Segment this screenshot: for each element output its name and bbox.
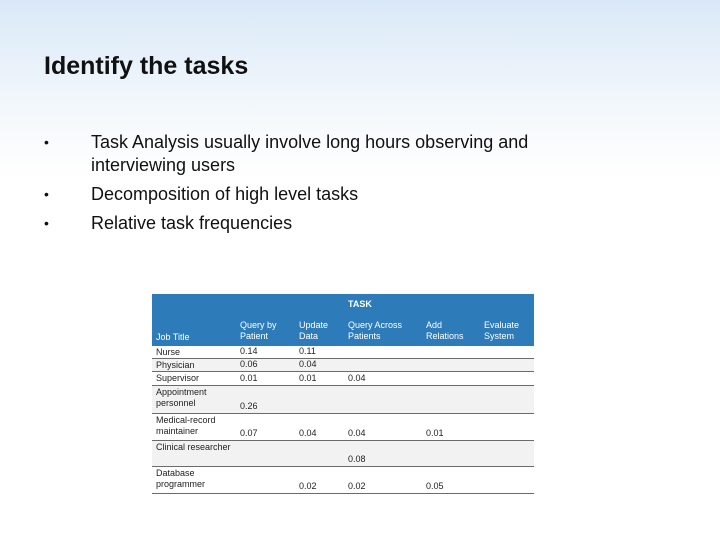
- frequency-cell: 0.01: [299, 373, 317, 383]
- column-header: Query by Patient: [240, 320, 277, 341]
- table-row: [152, 386, 534, 414]
- job-title-cell: Database programmer: [156, 468, 206, 489]
- frequency-cell: 0.06: [240, 359, 258, 369]
- bullet-dot: •: [44, 134, 49, 150]
- frequency-cell: 0.07: [240, 428, 258, 438]
- frequency-cell: 0.04: [348, 373, 366, 383]
- slide-title: Identify the tasks: [44, 52, 249, 80]
- column-header: Query Across Patients: [348, 320, 403, 341]
- column-header: Add Relations: [426, 320, 464, 341]
- bullet-text: Task Analysis usually involve long hours observing and interviewing users: [91, 132, 529, 175]
- frequency-cell: 0.05: [426, 481, 444, 491]
- table-row: [152, 346, 534, 359]
- frequency-cell: 0.08: [348, 454, 366, 464]
- column-header: Job Title: [156, 332, 190, 342]
- job-title-cell: Clinical researcher: [156, 442, 231, 452]
- bullet-item: [44, 183, 604, 206]
- frequency-cell: 0.04: [299, 359, 317, 369]
- job-title-cell: Supervisor: [156, 373, 200, 383]
- frequency-cell: 0.14: [240, 346, 258, 356]
- frequency-cell: 0.02: [299, 481, 317, 491]
- task-frequency-table: [152, 294, 534, 495]
- job-title-cell: Nurse: [156, 347, 181, 357]
- bullet-item: [44, 212, 604, 235]
- bullet-list: [44, 131, 604, 241]
- frequency-cell: 0.11: [299, 346, 316, 356]
- frequency-cell: 0.04: [348, 428, 366, 438]
- frequency-cell: 0.26: [240, 401, 258, 411]
- table-group-header: [152, 294, 534, 316]
- job-title-cell: Medical-record maintainer: [156, 415, 216, 436]
- table-row: [152, 414, 534, 441]
- bullet-dot: •: [44, 186, 49, 202]
- job-title-cell: Physician: [156, 360, 195, 370]
- bullet-text: Relative task frequencies: [91, 213, 293, 233]
- bullet-item: [44, 131, 604, 177]
- table-row: [152, 441, 534, 467]
- table-column-header-row: [152, 316, 534, 346]
- bullet-text: Decomposition of high level tasks: [91, 184, 359, 204]
- bullet-dot: •: [44, 215, 49, 231]
- frequency-cell: 0.04: [299, 428, 317, 438]
- task-group-label: TASK: [348, 299, 372, 309]
- column-header: Update Data: [299, 320, 329, 341]
- column-header: Evaluate System: [484, 320, 520, 341]
- frequency-cell: 0.01: [426, 428, 444, 438]
- table-row: [152, 372, 534, 386]
- frequency-cell: 0.02: [348, 481, 366, 491]
- table-row: [152, 467, 534, 494]
- job-title-cell: Appointment personnel: [156, 387, 207, 408]
- table-row: [152, 359, 534, 372]
- frequency-cell: 0.01: [240, 373, 258, 383]
